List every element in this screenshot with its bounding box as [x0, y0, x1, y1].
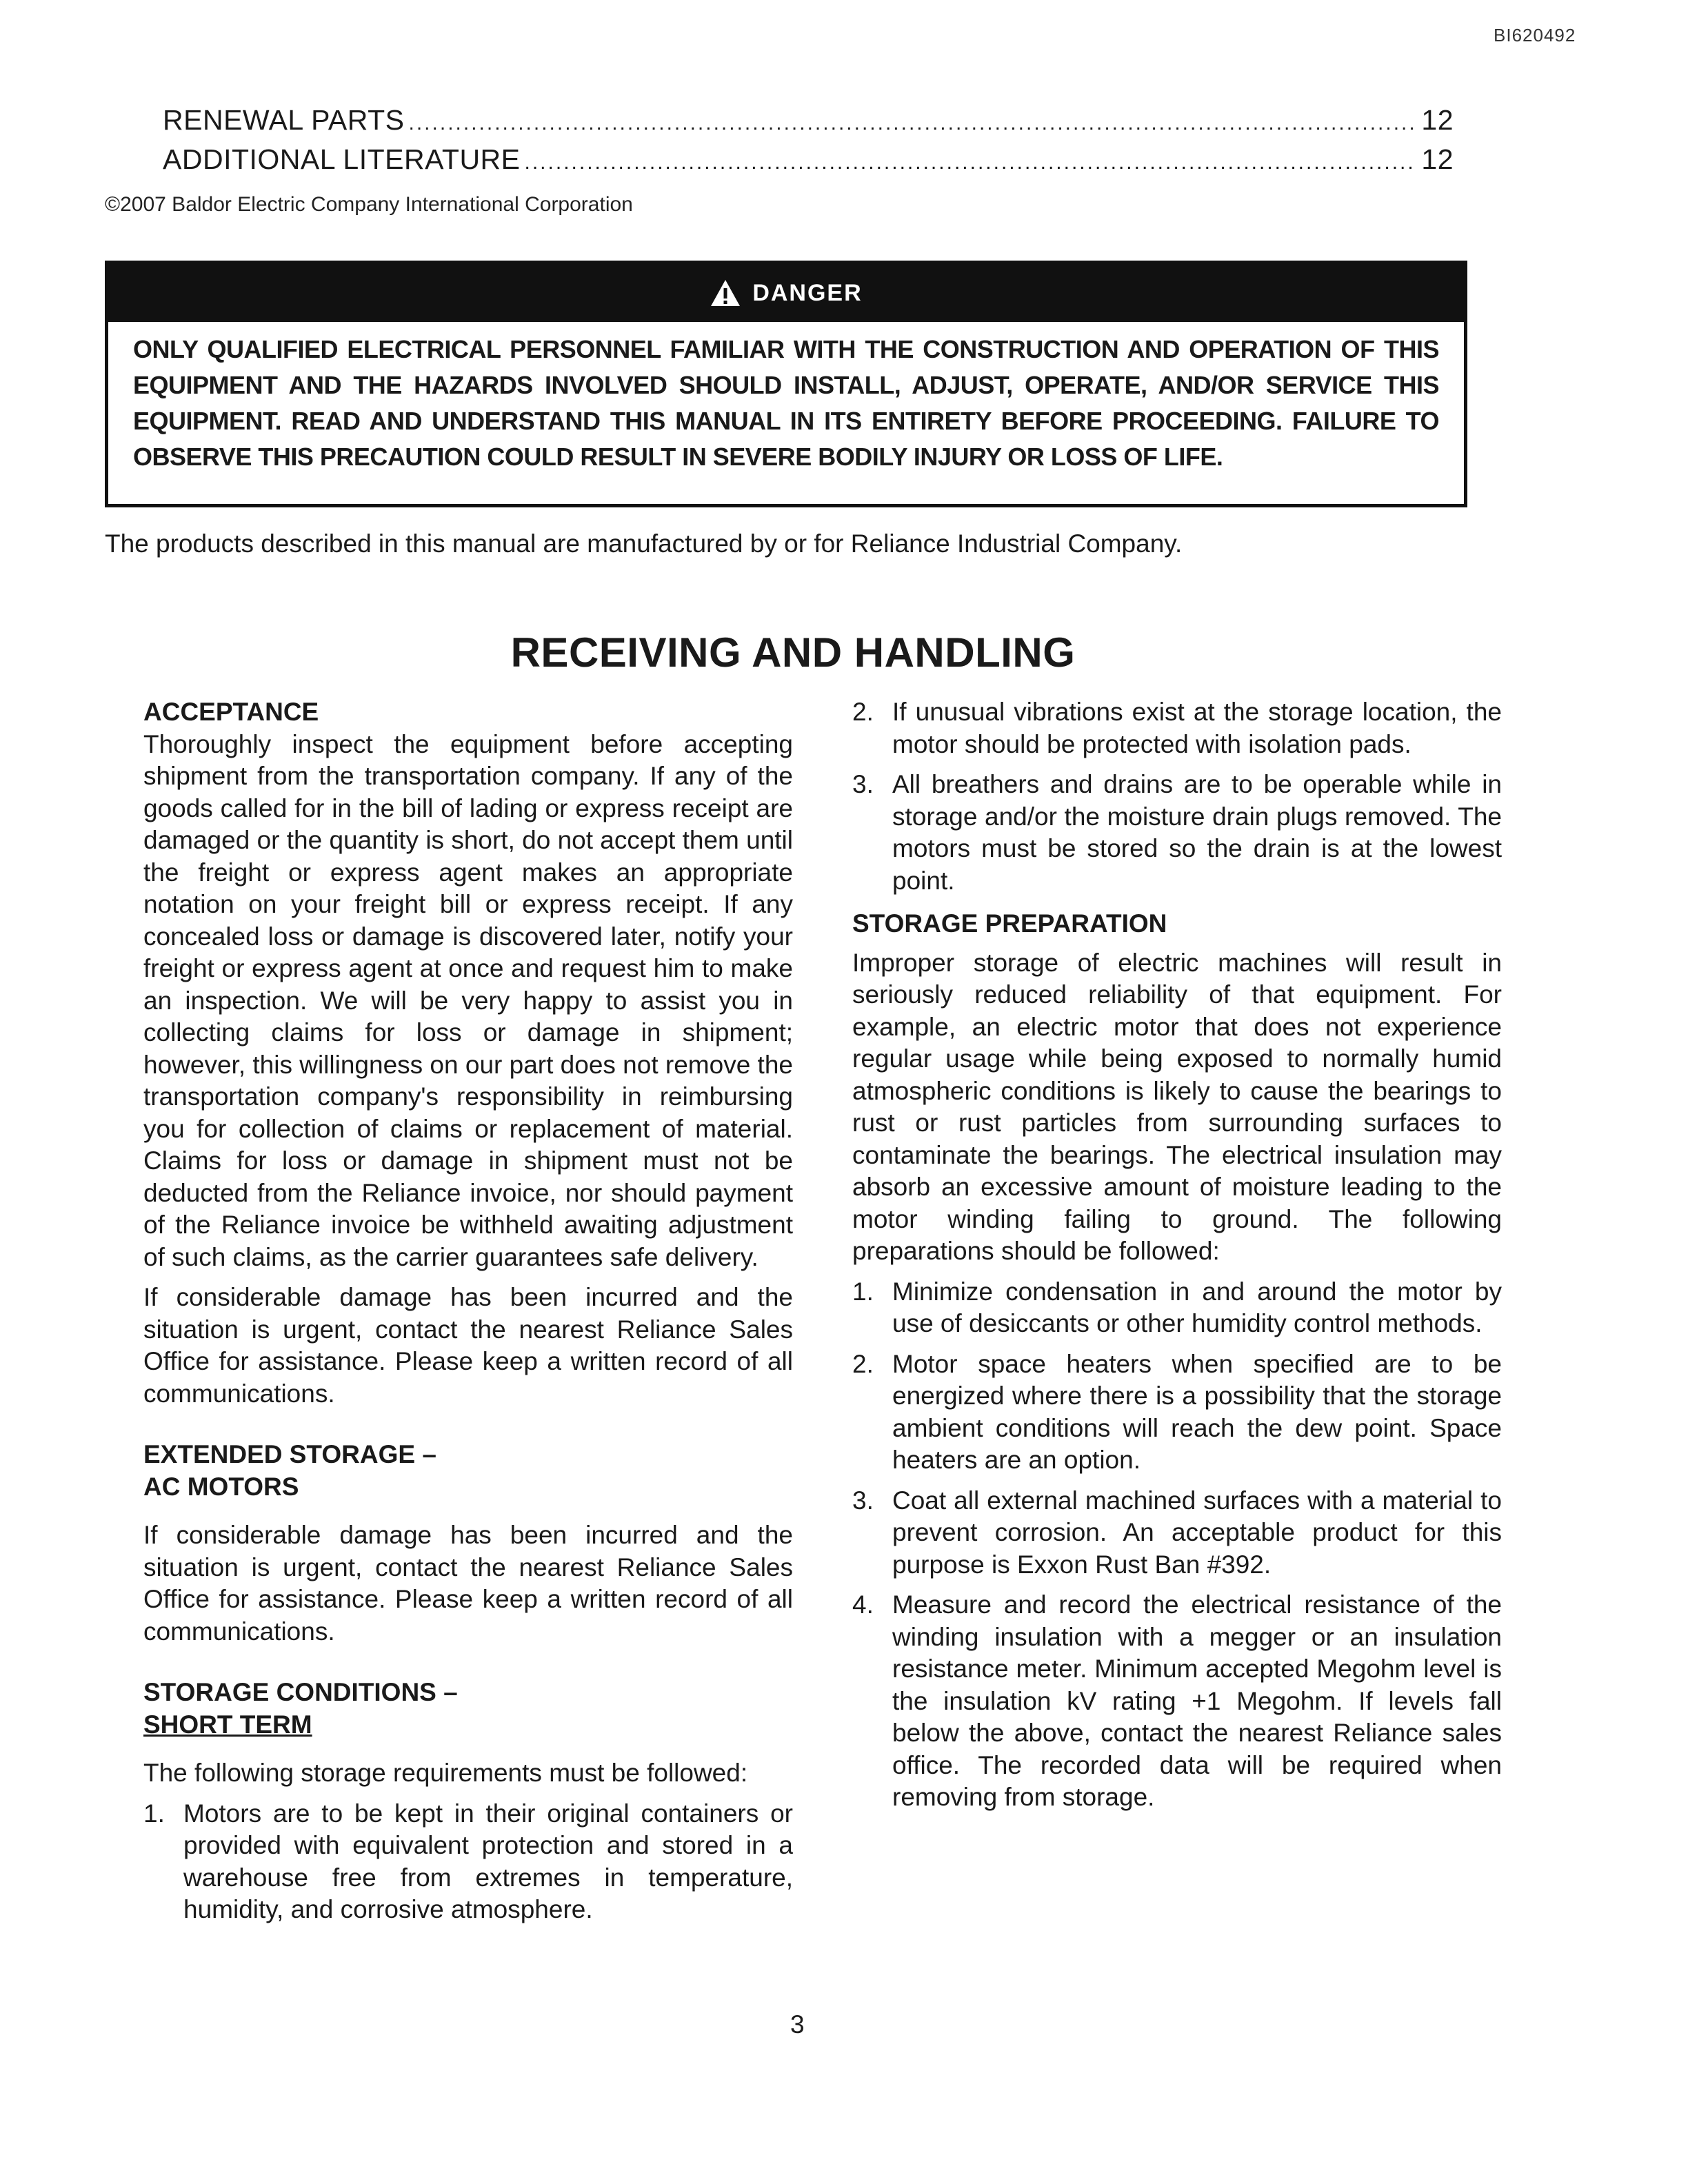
- list-number: 2.: [852, 1349, 874, 1378]
- storage-conditions-list: [143, 1798, 793, 1926]
- toc-dot-leader: [409, 105, 1418, 141]
- acceptance-paragraph: If considerable damage has been incurred and the situation is urgent, contact the nearest Reliance Sales Office for assistance. Please keep a written record of all communications.: [143, 1283, 793, 1408]
- danger-header: [108, 264, 1464, 322]
- table-of-contents: [163, 102, 1454, 181]
- toc-entry-label: ADDITIONAL LITERATURE: [163, 143, 521, 175]
- list-text: Motors are to be kept in their original containers or provided with equivalent protection and stored in a warehouse free from extremes in temperature, humidity, and corrosive atmosphere.: [183, 1799, 793, 1923]
- acceptance-heading: ACCEPTANCE: [143, 698, 319, 726]
- list-text: All breathers and drains are to be operable while in storage and/or the moisture drain plugs removed. The motors must be stored so the drain is at the lowest point.: [892, 770, 1502, 895]
- copyright-notice: ©2007 Baldor Electric Company International Corporation: [105, 193, 633, 216]
- acceptance-paragraph: Thoroughly inspect the equipment before accepting shipment from the transportation company. If any of the goods called for in the bill of lading or express receipt are damaged or the quantity is short, do not accept them until the freight or express agent makes an appropriate notation on your freight bill or express receipt. If any concealed loss or damage is discovered later, notify your freight or express agent at once and request him to make an inspection. We will be very happy to assist you in collecting claims for loss or damage in shipment; however, this willingness on our part does not remove the transportation company's responsibility in reimbursing you for collection of claims or replacement of material. Claims for loss or damage in shipment must not be deducted from the Reliance invoice, nor should payment of the Reliance invoice be withheld awaiting adjustment of such claims, as the carrier guarantees safe delivery.: [143, 729, 794, 1271]
- danger-title: DANGER: [752, 279, 863, 306]
- heading-line: STORAGE CONDITIONS –: [143, 1678, 458, 1706]
- list-text: Motor space heaters when specified are to be energized where there is a possibility that the storage ambient conditions will reach the dew point. Space heaters are an option.: [892, 1349, 1502, 1474]
- document-id: BI620492: [1494, 25, 1576, 46]
- list-item: [852, 1276, 1502, 1340]
- toc-entry: [163, 141, 1454, 181]
- extended-storage-paragraph: If considerable damage has been incurred and the situation is urgent, contact the nearest Reliance Sales Office for assistance. Please keep a written record of all communications.: [143, 1521, 793, 1646]
- danger-notice-box: [105, 261, 1467, 507]
- list-number: 3.: [852, 770, 874, 798]
- page-number: 3: [790, 2010, 805, 2039]
- heading-line: AC MOTORS: [143, 1472, 299, 1501]
- list-number: 1.: [143, 1799, 165, 1828]
- list-number: 2.: [852, 698, 874, 726]
- storage-preparation-heading: STORAGE PREPARATION: [852, 909, 1167, 938]
- list-text: If unusual vibrations exist at the storage location, the motor should be protected with isolation pads.: [892, 698, 1502, 758]
- toc-entry-page: 12: [1421, 143, 1454, 175]
- list-item: [852, 1485, 1502, 1581]
- products-note: The products described in this manual are manufactured by or for Reliance Industrial Company.: [105, 529, 1183, 558]
- heading-line: SHORT TERM: [143, 1710, 312, 1739]
- heading-line: EXTENDED STORAGE –: [143, 1440, 436, 1468]
- storage-conditions-intro: The following storage requirements must be followed:: [143, 1759, 748, 1787]
- list-text: Minimize condensation in and around the motor by use of desiccants or other humidity control methods.: [892, 1277, 1502, 1337]
- warning-triangle-icon: [710, 279, 741, 307]
- list-item: [852, 696, 1502, 760]
- left-column: [143, 696, 793, 1934]
- list-item: [852, 1348, 1502, 1477]
- list-number: 1.: [852, 1277, 874, 1306]
- storage-preparation-intro: Improper storage of electric machines will result in seriously reduced reliability of that equipment. For example, an electric motor that does not experience regular usage while being exposed to normally humid atmospheric conditions is likely to cause the bearings to rust or rust particles from surrounding surfaces to contaminate the bearings. The electrical insulation may absorb an excessive amount of moisture leading to the motor winding failing to ground. The following preparations should be followed:: [852, 948, 1502, 1265]
- danger-text: ONLY QUALIFIED ELECTRICAL PERSONNEL FAMILIAR WITH THE CONSTRUCTION AND OPERATION OF THIS EQUIPMENT AND THE HAZARDS INVOLVED SHOULD INSTALL, ADJUST, OPERATE, AND/OR SERVICE THIS EQUIPMENT. READ AND UNDERSTAND THIS MANUAL IN ITS ENTIRETY BEFORE PROCEEDING. FAILURE TO OBSERVE THIS PRECAUTION COULD RESULT IN SEVERE BODILY INJURY OR LOSS OF LIFE.: [133, 335, 1439, 471]
- list-item: [852, 769, 1502, 897]
- toc-entry: [163, 102, 1454, 141]
- list-item: [143, 1798, 793, 1926]
- storage-conditions-list-continued: [852, 696, 1502, 897]
- right-column: [852, 696, 1502, 1822]
- section-title: RECEIVING AND HANDLING: [510, 629, 1076, 676]
- storage-conditions-heading: [143, 1677, 793, 1741]
- storage-preparation-list: [852, 1276, 1502, 1814]
- list-number: 3.: [852, 1486, 874, 1515]
- extended-storage-heading: [143, 1439, 793, 1503]
- toc-dot-leader: [525, 145, 1418, 181]
- toc-entry-page: 12: [1421, 104, 1454, 136]
- list-number: 4.: [852, 1590, 874, 1619]
- toc-entry-label: RENEWAL PARTS: [163, 104, 405, 136]
- list-text: Coat all external machined surfaces with a material to prevent corrosion. An acceptable product for this purpose is Exxon Rust Ban #392.: [892, 1486, 1502, 1579]
- list-item: [852, 1589, 1502, 1814]
- list-text: Measure and record the electrical resistance of the winding insulation with a megger or an insulation resistance meter. Minimum accepted Megohm level is the insulation kV rating +1 Megohm. If levels fall below the above, contact the nearest Reliance sales office. The recorded data will be required when removing from storage.: [892, 1590, 1502, 1811]
